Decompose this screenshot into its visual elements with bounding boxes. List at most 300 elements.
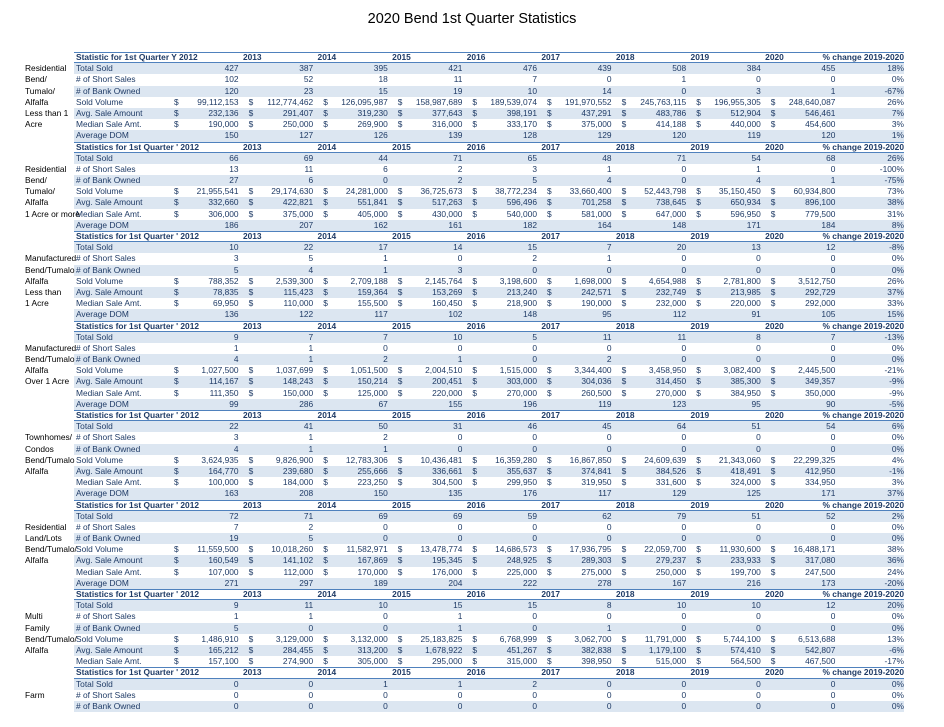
year-header: 2020: [765, 410, 784, 420]
cell-value: 483,786: [655, 107, 687, 118]
data-cell: [249, 164, 314, 175]
cell-value: 279,237: [655, 555, 687, 566]
data-cell: [696, 265, 761, 276]
dollar-sign: $: [323, 454, 328, 465]
data-cell: [622, 153, 687, 164]
data-cell: [547, 108, 612, 119]
pct-change-header: % change 2019-2020: [822, 499, 904, 510]
data-cell: [547, 164, 612, 175]
dollar-sign: $: [323, 298, 328, 309]
year-header: 2017: [541, 320, 560, 331]
cell-value: 207: [299, 219, 314, 230]
data-cell: [696, 209, 761, 220]
data-cell: [622, 477, 687, 488]
data-cell: [622, 544, 687, 555]
dollar-sign: $: [397, 286, 403, 297]
table-row: [0, 544, 944, 555]
cell-value: 384,950: [730, 387, 761, 398]
cell-value: 1: [457, 611, 463, 622]
dollar-sign: $: [770, 298, 776, 309]
data-cell: [174, 164, 239, 175]
cell-value: 0: [756, 622, 761, 633]
pct-change-value: -67%: [884, 85, 904, 96]
data-cell: [547, 63, 612, 74]
cell-value: 148: [672, 219, 687, 230]
year-header: 2018: [615, 52, 635, 62]
data-cell: [622, 265, 687, 276]
data-cell: [249, 287, 314, 298]
data-cell: [174, 86, 239, 97]
data-cell: [174, 421, 239, 432]
data-cell: [696, 455, 761, 466]
data-cell: [323, 343, 388, 354]
data-cell: [771, 421, 836, 432]
cell-value: 14,686,573: [495, 544, 537, 555]
year-header: 2014: [317, 141, 337, 152]
cell-value: 515,000: [655, 656, 687, 667]
cell-value: 184,000: [282, 477, 314, 488]
section-header-row: [0, 667, 944, 678]
pct-change-value: -9%: [889, 376, 904, 387]
year-header: 2020: [765, 141, 784, 152]
cell-value: 12: [826, 600, 836, 611]
data-cell: [771, 600, 836, 611]
table-row: [0, 119, 944, 130]
data-cell: [696, 108, 761, 119]
data-cell: [249, 74, 314, 85]
header-label: Statistic for 1st Quarter Y 2012: [76, 52, 198, 62]
cell-value: 71: [453, 152, 463, 163]
cell-value: 213,985: [730, 286, 761, 297]
data-cell: [771, 611, 836, 622]
cell-value: 21,955,541: [196, 186, 239, 197]
cell-value: 35,150,450: [718, 186, 761, 197]
data-cell: [249, 354, 314, 365]
data-cell: [472, 567, 537, 578]
data-cell: [323, 298, 388, 309]
data-cell: [472, 432, 537, 443]
dollar-sign: $: [547, 454, 552, 465]
cell-value: 250,000: [655, 566, 687, 577]
data-cell: [398, 309, 463, 320]
cell-value: 125: [746, 488, 761, 499]
data-cell: [398, 242, 463, 253]
data-cell: [472, 343, 537, 354]
dollar-sign: $: [770, 286, 776, 297]
dollar-sign: $: [770, 186, 776, 197]
dollar-sign: $: [248, 644, 254, 655]
data-cell: [622, 511, 687, 522]
cell-value: 24,281,000: [345, 186, 388, 197]
cell-value: 25,183,825: [420, 633, 463, 644]
data-cell: [771, 376, 836, 387]
table-row: [0, 164, 944, 175]
data-cell: [547, 488, 612, 499]
dollar-sign: $: [323, 644, 328, 655]
data-cell: [622, 86, 687, 97]
data-cell: [771, 466, 836, 477]
row-label: Avg. Sale Amount: [76, 555, 143, 566]
cell-value: 191,970,552: [565, 96, 612, 107]
page-title: 2020 Bend 1st Quarter Statistics: [367, 11, 577, 27]
cell-value: 167,869: [357, 555, 388, 566]
data-cell: [323, 365, 388, 376]
dollar-sign: $: [621, 186, 627, 197]
cell-value: 377,643: [432, 107, 463, 118]
dollar-sign: $: [248, 186, 254, 197]
data-cell: [174, 656, 239, 667]
data-cell: [472, 444, 537, 455]
cell-value: 374,841: [581, 465, 612, 476]
dollar-sign: $: [696, 387, 701, 398]
dollar-sign: $: [397, 107, 403, 118]
data-cell: [323, 86, 388, 97]
data-cell: [547, 298, 612, 309]
data-cell: [249, 455, 314, 466]
pct-change-header: % change 2019-2020: [822, 667, 904, 678]
table-row: [0, 690, 944, 701]
data-cell: [323, 186, 388, 197]
cell-value: 15: [527, 600, 537, 611]
data-cell: [472, 119, 537, 130]
dollar-sign: $: [621, 544, 627, 555]
dollar-sign: $: [621, 286, 627, 297]
cell-value: 414,188: [655, 119, 687, 130]
year-header: 2018: [615, 499, 635, 510]
dollar-sign: $: [248, 275, 254, 286]
dollar-sign: $: [770, 376, 776, 387]
data-cell: [771, 511, 836, 522]
data-cell: [622, 611, 687, 622]
table-row: [0, 298, 944, 309]
cell-value: 0: [233, 678, 239, 689]
data-cell: [323, 623, 388, 634]
cell-value: 2,004,510: [425, 365, 463, 376]
cell-value: 2: [532, 678, 537, 689]
row-label: Avg. Sale Amount: [76, 465, 143, 476]
data-cell: [547, 623, 612, 634]
cell-value: 170,000: [357, 566, 388, 577]
cell-value: 0: [532, 264, 537, 275]
cell-value: 0: [383, 521, 388, 532]
data-cell: [547, 466, 612, 477]
dollar-sign: $: [397, 566, 403, 577]
pct-change-value: 0%: [891, 342, 904, 353]
dollar-sign: $: [174, 656, 179, 667]
cell-value: 0: [830, 163, 836, 174]
year-header: 2014: [317, 667, 337, 678]
dollar-sign: $: [696, 566, 701, 577]
cell-value: 1: [233, 611, 239, 622]
pct-change-value: 0%: [891, 443, 904, 454]
data-cell: [472, 533, 537, 544]
data-cell: [174, 119, 239, 130]
cell-value: 382,838: [581, 644, 612, 655]
dollar-sign: $: [472, 644, 478, 655]
data-cell: [696, 119, 761, 130]
dollar-sign: $: [621, 555, 627, 566]
data-cell: [547, 555, 612, 566]
data-cell: [174, 209, 239, 220]
data-cell: [622, 298, 687, 309]
data-cell: [472, 197, 537, 208]
row-label: Avg. Sale Amount: [76, 107, 143, 118]
row-label: Total Sold: [76, 421, 113, 432]
data-cell: [323, 555, 388, 566]
cell-value: 59: [527, 510, 537, 521]
cell-value: 332,660: [208, 197, 239, 208]
cell-value: 189: [373, 577, 388, 588]
category-label: Multi: [25, 611, 43, 622]
pct-change-value: -75%: [884, 175, 904, 186]
cell-value: 0: [606, 74, 612, 85]
cell-value: 0: [308, 622, 314, 633]
section-header-row: [0, 589, 944, 600]
data-cell: [472, 623, 537, 634]
cell-value: 1: [756, 163, 761, 174]
row-label: # of Short Sales: [76, 689, 136, 700]
cell-value: 304,500: [432, 477, 463, 488]
cell-value: 248,925: [506, 555, 537, 566]
data-cell: [696, 276, 761, 287]
cell-value: 65: [527, 152, 537, 163]
dollar-sign: $: [547, 286, 552, 297]
table-row: [0, 522, 944, 533]
data-cell: [249, 365, 314, 376]
cell-value: 0: [383, 700, 388, 711]
year-header: 2014: [317, 499, 337, 510]
cell-value: 7: [233, 521, 239, 532]
row-label: # of Bank Owned: [76, 85, 141, 96]
cell-value: 115,423: [283, 286, 314, 297]
cell-value: 3,132,000: [350, 633, 388, 644]
data-cell: [174, 623, 239, 634]
table-row: [0, 533, 944, 544]
data-cell: [472, 354, 537, 365]
data-cell: [174, 376, 239, 387]
dollar-sign: $: [547, 197, 552, 208]
data-cell: [249, 555, 314, 566]
data-cell: [323, 354, 388, 365]
data-cell: [249, 488, 314, 499]
dollar-sign: $: [472, 465, 478, 476]
dollar-sign: $: [770, 365, 776, 376]
data-cell: [398, 343, 463, 354]
category-label: Alfalfa: [25, 197, 49, 208]
year-header: 2019: [690, 410, 710, 420]
data-cell: [249, 242, 314, 253]
table-row: [0, 679, 944, 690]
data-cell: [398, 466, 463, 477]
data-cell: [249, 679, 314, 690]
cell-value: 1,678,922: [425, 644, 463, 655]
dollar-sign: $: [770, 208, 776, 219]
cell-value: 1: [308, 342, 314, 353]
data-cell: [771, 555, 836, 566]
data-cell: [622, 276, 687, 287]
data-cell: [547, 511, 612, 522]
cell-value: 204: [448, 577, 463, 588]
data-cell: [249, 108, 314, 119]
cell-value: 22,059,700: [644, 544, 687, 555]
dollar-sign: $: [472, 544, 478, 555]
data-cell: [398, 376, 463, 387]
data-cell: [696, 511, 761, 522]
data-cell: [622, 63, 687, 74]
pct-change-value: 31%: [887, 208, 904, 219]
table-row: [0, 600, 944, 611]
cell-value: 190,000: [581, 298, 612, 309]
data-cell: [398, 522, 463, 533]
data-cell: [398, 253, 463, 264]
data-cell: [249, 567, 314, 578]
year-header: 2013: [242, 410, 262, 420]
row-label: Average DOM: [76, 488, 129, 499]
data-cell: [398, 455, 463, 466]
cell-value: 66: [229, 152, 239, 163]
cell-value: 7: [532, 74, 537, 85]
table-row: [0, 611, 944, 622]
data-cell: [174, 175, 239, 186]
data-cell: [398, 555, 463, 566]
data-cell: [472, 365, 537, 376]
row-label: # of Short Sales: [76, 74, 136, 85]
dollar-sign: $: [621, 298, 627, 309]
data-cell: [174, 533, 239, 544]
category-label: Alfalfa: [25, 365, 49, 376]
data-cell: [622, 701, 687, 712]
pct-change-value: 3%: [891, 119, 904, 130]
data-cell: [249, 253, 314, 264]
dollar-sign: $: [174, 376, 179, 387]
pct-change-value: 8%: [891, 219, 904, 230]
data-cell: [472, 611, 537, 622]
dollar-sign: $: [248, 656, 254, 667]
category-label: Condos: [25, 443, 54, 454]
data-cell: [323, 287, 388, 298]
dollar-sign: $: [472, 186, 478, 197]
dollar-sign: $: [547, 656, 552, 667]
cell-value: 112,000: [283, 566, 314, 577]
data-cell: [622, 578, 687, 589]
dollar-sign: $: [770, 544, 776, 555]
cell-value: 150,214: [357, 376, 388, 387]
dollar-sign: $: [621, 454, 627, 465]
data-cell: [323, 388, 388, 399]
table-row: [0, 309, 944, 320]
dollar-sign: $: [174, 633, 179, 644]
table-row: [0, 130, 944, 141]
cell-value: 2,539,300: [275, 275, 314, 286]
dollar-sign: $: [770, 197, 776, 208]
dollar-sign: $: [770, 387, 776, 398]
cell-value: 159,364: [357, 286, 388, 297]
pct-change-value: -20%: [884, 577, 904, 588]
dollar-sign: $: [696, 454, 701, 465]
category-label: Less than: [25, 286, 62, 297]
data-cell: [249, 600, 314, 611]
data-cell: [547, 354, 612, 365]
data-cell: [547, 119, 612, 130]
data-cell: [547, 388, 612, 399]
cell-value: 72: [229, 510, 239, 521]
year-header: 2019: [690, 589, 710, 599]
cell-value: 255,666: [357, 465, 388, 476]
pct-change-value: 0%: [891, 700, 904, 711]
cell-value: 0: [681, 253, 687, 264]
data-cell: [323, 164, 388, 175]
dollar-sign: $: [323, 365, 328, 376]
year-header: 2016: [466, 410, 486, 420]
cell-value: 176: [523, 488, 537, 499]
cell-value: 0: [756, 342, 761, 353]
data-cell: [472, 108, 537, 119]
data-cell: [622, 242, 687, 253]
data-cell: [472, 332, 537, 343]
cell-value: 1: [383, 264, 388, 275]
data-cell: [249, 522, 314, 533]
dollar-sign: $: [323, 286, 328, 297]
data-cell: [547, 287, 612, 298]
row-label: Sold Volume: [76, 544, 124, 555]
cell-value: 2: [532, 253, 537, 264]
cell-value: 167: [672, 577, 687, 588]
data-cell: [547, 611, 612, 622]
data-cell: [547, 376, 612, 387]
cell-value: 336,661: [432, 465, 463, 476]
dollar-sign: $: [174, 387, 179, 398]
category-label: Tumalo/: [25, 85, 55, 96]
data-cell: [771, 175, 836, 186]
data-cell: [472, 175, 537, 186]
table-row: [0, 511, 944, 522]
pct-change-value: 7%: [891, 107, 904, 118]
cell-value: 11,930,600: [719, 544, 761, 555]
table-row: [0, 74, 944, 85]
dollar-sign: $: [696, 186, 701, 197]
dollar-sign: $: [397, 365, 403, 376]
cell-value: 232,000: [655, 298, 687, 309]
data-cell: [174, 220, 239, 231]
data-cell: [249, 645, 314, 656]
dollar-sign: $: [174, 465, 179, 476]
pct-change-value: 18%: [887, 63, 904, 74]
data-cell: [174, 197, 239, 208]
cell-value: 0: [532, 521, 537, 532]
dollar-sign: $: [696, 376, 701, 387]
cell-value: 0: [383, 175, 388, 186]
data-cell: [398, 108, 463, 119]
year-header: 2019: [690, 320, 710, 331]
dollar-sign: $: [397, 376, 403, 387]
cell-value: 0: [606, 678, 612, 689]
dollar-sign: $: [248, 286, 254, 297]
cell-value: 454,600: [805, 119, 836, 130]
cell-value: 0: [830, 432, 836, 443]
cell-value: 0: [830, 74, 836, 85]
header-label: Statistics for 1st Quarter ' 2012: [76, 320, 200, 331]
cell-value: 0: [233, 689, 239, 700]
cell-value: 299,950: [506, 477, 537, 488]
cell-value: 119: [598, 398, 612, 409]
cell-value: 1: [383, 678, 388, 689]
year-header: 2016: [466, 231, 486, 241]
category-label: Over 1 Acre: [25, 376, 70, 387]
dollar-sign: $: [770, 555, 776, 566]
data-cell: [174, 488, 239, 499]
table-row: [0, 466, 944, 477]
dollar-sign: $: [174, 197, 179, 208]
